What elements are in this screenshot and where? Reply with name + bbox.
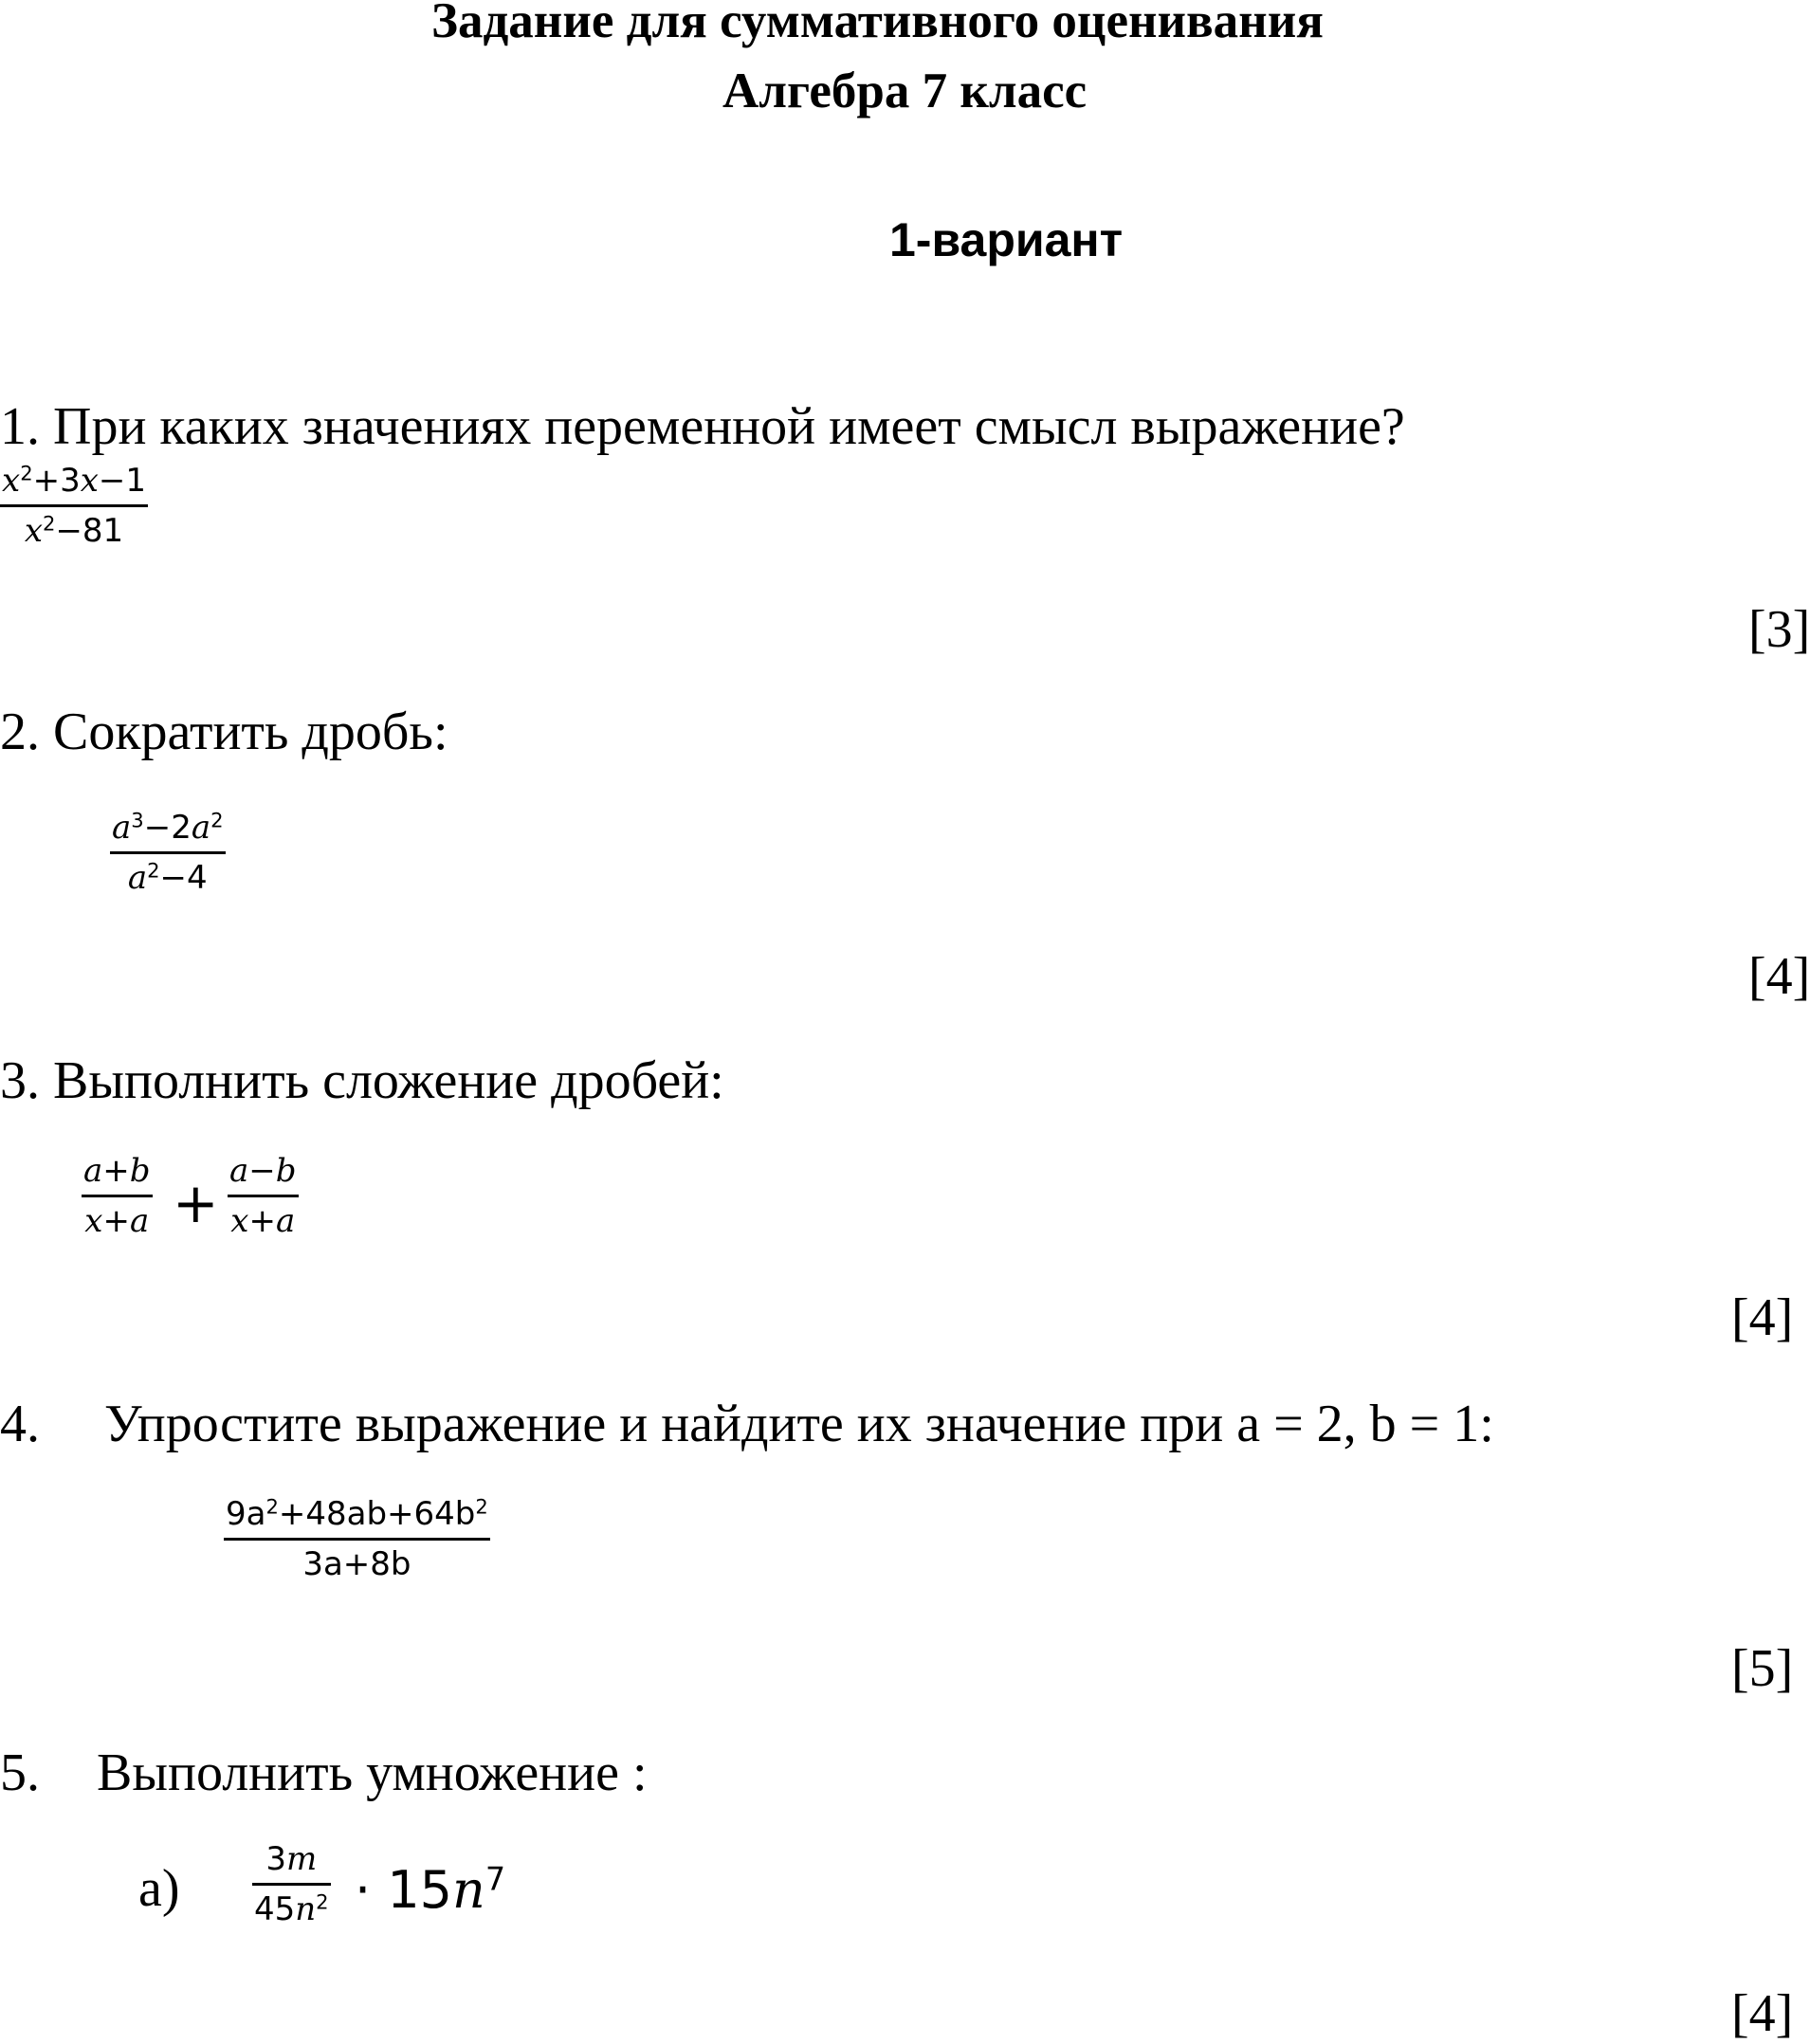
fraction-denominator: $x^2-81$ [24, 511, 124, 550]
fraction-numerator: a−b [229, 1152, 297, 1190]
question-2-score: [4] [1748, 947, 1810, 1006]
plus-sign: + [173, 1171, 219, 1235]
page-subtitle: Алгебра 7 класс [722, 64, 1088, 119]
fraction-numerator: $9a^2+48ab+64b^2$ [226, 1494, 488, 1533]
question-1-score: [3] [1748, 600, 1810, 659]
fraction-numerator: a+b [83, 1152, 151, 1190]
fraction-bar [252, 1883, 331, 1886]
fraction-bar [0, 504, 148, 507]
question-3-fraction-2 [228, 1152, 299, 1240]
question-3-score: [4] [1731, 1288, 1794, 1347]
fraction-denominator: $a^2-4$ [127, 858, 208, 897]
question-2-fraction [110, 808, 226, 897]
fraction-bar [224, 1538, 490, 1541]
fraction-denominator: 3a+8b [302, 1545, 411, 1583]
variant-label: 1-вариант [889, 213, 1124, 266]
fraction-numerator: 3m [265, 1840, 318, 1878]
question-5-score: [4] [1731, 1984, 1794, 2043]
question-5-item-label: а) [138, 1859, 180, 1918]
question-4-text: Упростите выражение и найдите их значение при a = 2, b = 1: [104, 1395, 1494, 1453]
fraction-denominator: x+a [230, 1202, 296, 1240]
question-2-text: 2. Сократить дробь: [0, 703, 448, 761]
question-1-text: 1. При каких значениях переменной имеет смысл выражение? [0, 397, 1405, 456]
question-3-text: 3. Выполнить сложение дробей: [0, 1051, 724, 1110]
fraction-denominator: $45n^2$ [254, 1889, 329, 1928]
fraction-numerator: $a^3-2a^2$ [112, 808, 224, 847]
question-5-fraction [252, 1840, 331, 1928]
fraction-bar [82, 1195, 153, 1197]
question-4-number: 4. [0, 1395, 40, 1453]
question-5-number: 5. [0, 1743, 40, 1802]
fraction-denominator: x+a [84, 1202, 150, 1240]
fraction-bar [110, 851, 226, 854]
question-5-multiplier: · $15n^7$ [355, 1860, 506, 1920]
question-5-text: Выполнить умножение : [97, 1743, 648, 1802]
question-1-fraction [0, 461, 148, 550]
fraction-bar [228, 1195, 299, 1197]
fraction-numerator: $x^2+3x-1$ [2, 461, 147, 500]
question-3-fraction-1 [82, 1152, 153, 1240]
question-4-fraction [224, 1494, 490, 1583]
page-title: Задание для суммативного оценивания [431, 0, 1324, 48]
question-4-score: [5] [1731, 1639, 1794, 1698]
